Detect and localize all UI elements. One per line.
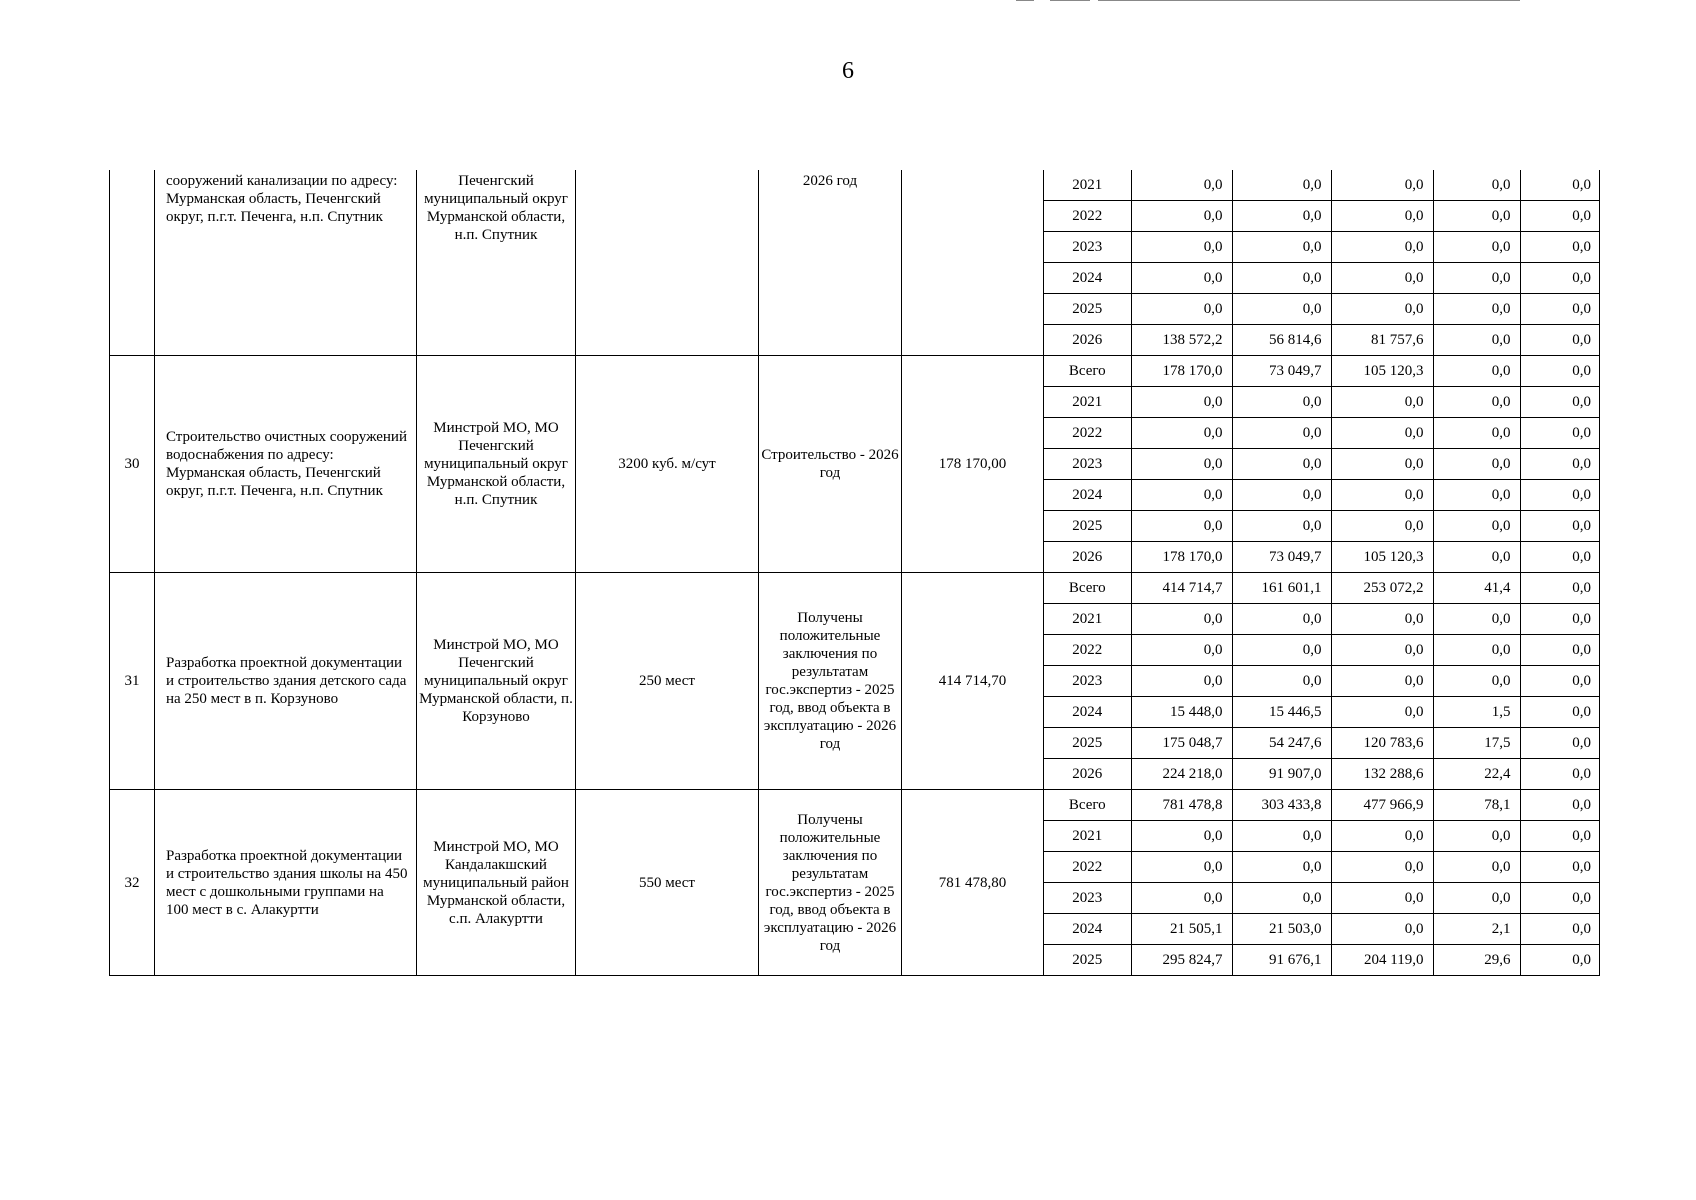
amount-cell: 0,0	[1331, 821, 1433, 852]
amount-cell: 0,0	[1232, 449, 1331, 480]
amount-cell: 0,0	[1331, 263, 1433, 294]
amount-cell: 0,0	[1520, 232, 1600, 263]
year-label: 2026	[1044, 542, 1131, 573]
row-number: 32	[110, 790, 155, 976]
table-row	[110, 790, 1600, 976]
amount-cell: 0,0	[1331, 635, 1433, 666]
amount-cell: 0,0	[1433, 263, 1520, 294]
year-row	[1044, 418, 1600, 449]
amount-cell: 0,0	[1433, 418, 1520, 449]
year-label: Всего	[1044, 790, 1131, 821]
amount-cell: 0,0	[1331, 232, 1433, 263]
financing-table	[109, 170, 1600, 976]
amount-cell: 0,0	[1520, 356, 1600, 387]
amount-cell: 295 824,7	[1131, 945, 1232, 976]
year-row	[1044, 852, 1600, 883]
amount-cell: 81 757,6	[1331, 325, 1433, 356]
amount-cell: 0,0	[1433, 232, 1520, 263]
amount-cell: 0,0	[1520, 480, 1600, 511]
amount-cell: 477 966,9	[1331, 790, 1433, 821]
year-row	[1044, 387, 1600, 418]
amount-cell: 0,0	[1131, 387, 1232, 418]
years-block	[1044, 170, 1600, 356]
year-label: 2025	[1044, 728, 1131, 759]
object-name: сооружений канализации по адресу: Мурманская область, Печенгский округ, п.г.т. Печенга, н.п. Спутник	[155, 170, 417, 356]
object-name: Строительство очистных сооружений водоснабжения по адресу: Мурманская область, Печенгский округ, п.г.т. Печенга, н.п. Спутник	[155, 356, 417, 573]
amount-cell: 0,0	[1520, 170, 1600, 201]
amount-cell: 0,0	[1131, 821, 1232, 852]
year-label: 2021	[1044, 604, 1131, 635]
amount-cell: 0,0	[1520, 201, 1600, 232]
amount-cell: 91 676,1	[1232, 945, 1331, 976]
object-name: Разработка проектной документации и строительство здания детского сада на 250 мест в п. Корзуново	[155, 573, 417, 790]
amount-cell: 29,6	[1433, 945, 1520, 976]
row-number	[110, 170, 155, 356]
amount-cell: 0,0	[1232, 852, 1331, 883]
amount-cell: 0,0	[1520, 666, 1600, 697]
amount-cell: 0,0	[1433, 356, 1520, 387]
amount-cell: 0,0	[1131, 263, 1232, 294]
years-block	[1044, 790, 1600, 976]
amount-cell: 0,0	[1520, 852, 1600, 883]
amount-cell: 0,0	[1520, 914, 1600, 945]
amount-cell: 0,0	[1520, 697, 1600, 728]
table-row	[110, 573, 1600, 790]
year-label: 2022	[1044, 418, 1131, 449]
year-label: 2021	[1044, 387, 1131, 418]
amount-cell: 414 714,7	[1131, 573, 1232, 604]
year-row	[1044, 201, 1600, 232]
amount-cell: 0,0	[1131, 449, 1232, 480]
responsible-org: Печенгский муниципальный округ Мурманской области, н.п. Спутник	[417, 170, 576, 356]
amount-cell: 0,0	[1331, 418, 1433, 449]
amount-cell: 0,0	[1131, 232, 1232, 263]
amount-cell: 0,0	[1131, 480, 1232, 511]
capacity: 550 мест	[576, 790, 759, 976]
amount-cell: 0,0	[1433, 511, 1520, 542]
amount-cell: 54 247,6	[1232, 728, 1331, 759]
amount-cell: 0,0	[1520, 728, 1600, 759]
year-label: 2023	[1044, 883, 1131, 914]
amount-cell: 0,0	[1331, 697, 1433, 728]
amount-cell: 0,0	[1433, 201, 1520, 232]
amount-cell: 2,1	[1433, 914, 1520, 945]
amount-cell: 0,0	[1331, 914, 1433, 945]
amount-cell: 0,0	[1433, 480, 1520, 511]
year-row	[1044, 604, 1600, 635]
year-label: 2025	[1044, 294, 1131, 325]
amount-cell: 0,0	[1232, 232, 1331, 263]
amount-cell: 132 288,6	[1331, 759, 1433, 790]
year-label: 2023	[1044, 666, 1131, 697]
amount-cell: 0,0	[1331, 883, 1433, 914]
year-label: 2022	[1044, 635, 1131, 666]
amount-cell: 0,0	[1331, 480, 1433, 511]
amount-cell: 0,0	[1331, 852, 1433, 883]
amount-cell: 21 503,0	[1232, 914, 1331, 945]
amount-cell: 0,0	[1232, 883, 1331, 914]
year-row	[1044, 945, 1600, 976]
year-row	[1044, 232, 1600, 263]
amount-cell: 0,0	[1331, 511, 1433, 542]
year-label: Всего	[1044, 356, 1131, 387]
years-block	[1044, 356, 1600, 573]
year-row	[1044, 883, 1600, 914]
stage: Получены положительные заключения по результатам гос.экспертиз - 2025 год, ввод объекта в эксплуатацию - 2026 год	[759, 790, 902, 976]
year-label: 2023	[1044, 232, 1131, 263]
amount-cell: 138 572,2	[1131, 325, 1232, 356]
amount-cell: 0,0	[1520, 945, 1600, 976]
amount-cell: 0,0	[1232, 263, 1331, 294]
amount-cell: 105 120,3	[1331, 542, 1433, 573]
year-label: 2026	[1044, 325, 1131, 356]
amount-cell: 73 049,7	[1232, 356, 1331, 387]
amount-cell: 0,0	[1131, 635, 1232, 666]
amount-cell: 91 907,0	[1232, 759, 1331, 790]
year-row	[1044, 635, 1600, 666]
amount-cell: 0,0	[1520, 294, 1600, 325]
year-row	[1044, 511, 1600, 542]
top-rule	[1098, 0, 1520, 1]
amount-cell: 0,0	[1331, 170, 1433, 201]
amount-cell: 0,0	[1520, 604, 1600, 635]
amount-cell: 0,0	[1131, 294, 1232, 325]
amount-cell: 78,1	[1433, 790, 1520, 821]
amount-cell: 0,0	[1131, 852, 1232, 883]
year-row	[1044, 170, 1600, 201]
year-row	[1044, 914, 1600, 945]
year-row	[1044, 573, 1600, 604]
amount-cell: 224 218,0	[1131, 759, 1232, 790]
year-row	[1044, 263, 1600, 294]
amount-cell: 0,0	[1520, 449, 1600, 480]
year-label: 2021	[1044, 821, 1131, 852]
top-rule	[1050, 0, 1090, 1]
amount-cell: 56 814,6	[1232, 325, 1331, 356]
amount-cell: 0,0	[1131, 511, 1232, 542]
amount-cell: 0,0	[1520, 511, 1600, 542]
amount-cell: 105 120,3	[1331, 356, 1433, 387]
year-row	[1044, 821, 1600, 852]
amount-cell: 0,0	[1520, 759, 1600, 790]
amount-cell: 175 048,7	[1131, 728, 1232, 759]
year-label: 2022	[1044, 852, 1131, 883]
year-row	[1044, 790, 1600, 821]
amount-cell: 0,0	[1131, 666, 1232, 697]
amount-cell: 253 072,2	[1331, 573, 1433, 604]
amount-cell: 0,0	[1331, 387, 1433, 418]
stage: 2026 год	[759, 170, 902, 356]
year-label: Всего	[1044, 573, 1131, 604]
amount-cell: 781 478,8	[1131, 790, 1232, 821]
total-cost: 178 170,00	[902, 356, 1044, 573]
amount-cell: 0,0	[1131, 170, 1232, 201]
year-row	[1044, 325, 1600, 356]
amount-cell: 0,0	[1520, 263, 1600, 294]
amount-cell: 0,0	[1232, 418, 1331, 449]
amount-cell: 0,0	[1520, 418, 1600, 449]
capacity: 3200 куб. м/сут	[576, 356, 759, 573]
amount-cell: 0,0	[1433, 635, 1520, 666]
total-cost: 781 478,80	[902, 790, 1044, 976]
amount-cell: 21 505,1	[1131, 914, 1232, 945]
amount-cell: 0,0	[1520, 387, 1600, 418]
object-name: Разработка проектной документации и строительство здания школы на 450 мест с дошкольными группами на 100 мест в с. Алакуртти	[155, 790, 417, 976]
stage: Получены положительные заключения по результатам гос.экспертиз - 2025 год, ввод объекта в эксплуатацию - 2026 год	[759, 573, 902, 790]
years-block	[1044, 573, 1600, 790]
amount-cell: 0,0	[1520, 573, 1600, 604]
year-label: 2023	[1044, 449, 1131, 480]
amount-cell: 0,0	[1520, 821, 1600, 852]
year-label: 2022	[1044, 201, 1131, 232]
amount-cell: 0,0	[1520, 883, 1600, 914]
amount-cell: 178 170,0	[1131, 542, 1232, 573]
responsible-org: Минстрой МО, МО Кандалакшский муниципальный район Мурманской области, с.п. Алакуртти	[417, 790, 576, 976]
year-row	[1044, 666, 1600, 697]
year-row	[1044, 542, 1600, 573]
year-row	[1044, 728, 1600, 759]
capacity	[576, 170, 759, 356]
amount-cell: 0,0	[1232, 821, 1331, 852]
year-label: 2024	[1044, 480, 1131, 511]
amount-cell: 0,0	[1232, 387, 1331, 418]
page-number: 6	[842, 58, 854, 84]
amount-cell: 0,0	[1331, 604, 1433, 635]
amount-cell: 0,0	[1131, 418, 1232, 449]
amount-cell: 0,0	[1520, 635, 1600, 666]
amount-cell: 0,0	[1232, 635, 1331, 666]
amount-cell: 15 448,0	[1131, 697, 1232, 728]
amount-cell: 0,0	[1131, 201, 1232, 232]
year-label: 2025	[1044, 511, 1131, 542]
amount-cell: 0,0	[1520, 325, 1600, 356]
amount-cell: 0,0	[1433, 821, 1520, 852]
year-label: 2021	[1044, 170, 1131, 201]
amount-cell: 0,0	[1232, 170, 1331, 201]
stage: Строительство - 2026 год	[759, 356, 902, 573]
amount-cell: 0,0	[1131, 883, 1232, 914]
capacity: 250 мест	[576, 573, 759, 790]
amount-cell: 0,0	[1131, 604, 1232, 635]
amount-cell: 22,4	[1433, 759, 1520, 790]
amount-cell: 0,0	[1520, 790, 1600, 821]
year-row	[1044, 759, 1600, 790]
amount-cell: 0,0	[1433, 170, 1520, 201]
amount-cell: 0,0	[1433, 666, 1520, 697]
year-label: 2025	[1044, 945, 1131, 976]
amount-cell: 0,0	[1232, 666, 1331, 697]
amount-cell: 0,0	[1331, 666, 1433, 697]
amount-cell: 0,0	[1433, 542, 1520, 573]
amount-cell: 17,5	[1433, 728, 1520, 759]
amount-cell: 161 601,1	[1232, 573, 1331, 604]
row-number: 30	[110, 356, 155, 573]
amount-cell: 73 049,7	[1232, 542, 1331, 573]
year-label: 2024	[1044, 697, 1131, 728]
amount-cell: 0,0	[1433, 325, 1520, 356]
amount-cell: 0,0	[1232, 604, 1331, 635]
responsible-org: Минстрой МО, МО Печенгский муниципальный округ Мурманской области, п. Корзуново	[417, 573, 576, 790]
amount-cell: 1,5	[1433, 697, 1520, 728]
amount-cell: 0,0	[1433, 387, 1520, 418]
amount-cell: 0,0	[1331, 201, 1433, 232]
amount-cell: 0,0	[1433, 852, 1520, 883]
row-number: 31	[110, 573, 155, 790]
table-row	[110, 356, 1600, 573]
amount-cell: 15 446,5	[1232, 697, 1331, 728]
top-rule	[1016, 0, 1034, 1]
amount-cell: 0,0	[1433, 294, 1520, 325]
amount-cell: 120 783,6	[1331, 728, 1433, 759]
year-row	[1044, 449, 1600, 480]
amount-cell: 0,0	[1232, 294, 1331, 325]
responsible-org: Минстрой МО, МО Печенгский муниципальный округ Мурманской области, н.п. Спутник	[417, 356, 576, 573]
table-row	[110, 170, 1600, 356]
amount-cell: 41,4	[1433, 573, 1520, 604]
amount-cell: 0,0	[1331, 449, 1433, 480]
year-row	[1044, 480, 1600, 511]
amount-cell: 0,0	[1232, 201, 1331, 232]
year-label: 2024	[1044, 263, 1131, 294]
amount-cell: 0,0	[1433, 883, 1520, 914]
amount-cell: 0,0	[1433, 449, 1520, 480]
total-cost	[902, 170, 1044, 356]
total-cost: 414 714,70	[902, 573, 1044, 790]
amount-cell: 0,0	[1433, 604, 1520, 635]
amount-cell: 0,0	[1331, 294, 1433, 325]
year-label: 2026	[1044, 759, 1131, 790]
year-row	[1044, 356, 1600, 387]
year-label: 2024	[1044, 914, 1131, 945]
amount-cell: 0,0	[1232, 480, 1331, 511]
year-row	[1044, 697, 1600, 728]
amount-cell: 0,0	[1520, 542, 1600, 573]
amount-cell: 204 119,0	[1331, 945, 1433, 976]
amount-cell: 178 170,0	[1131, 356, 1232, 387]
amount-cell: 303 433,8	[1232, 790, 1331, 821]
amount-cell: 0,0	[1232, 511, 1331, 542]
year-row	[1044, 294, 1600, 325]
